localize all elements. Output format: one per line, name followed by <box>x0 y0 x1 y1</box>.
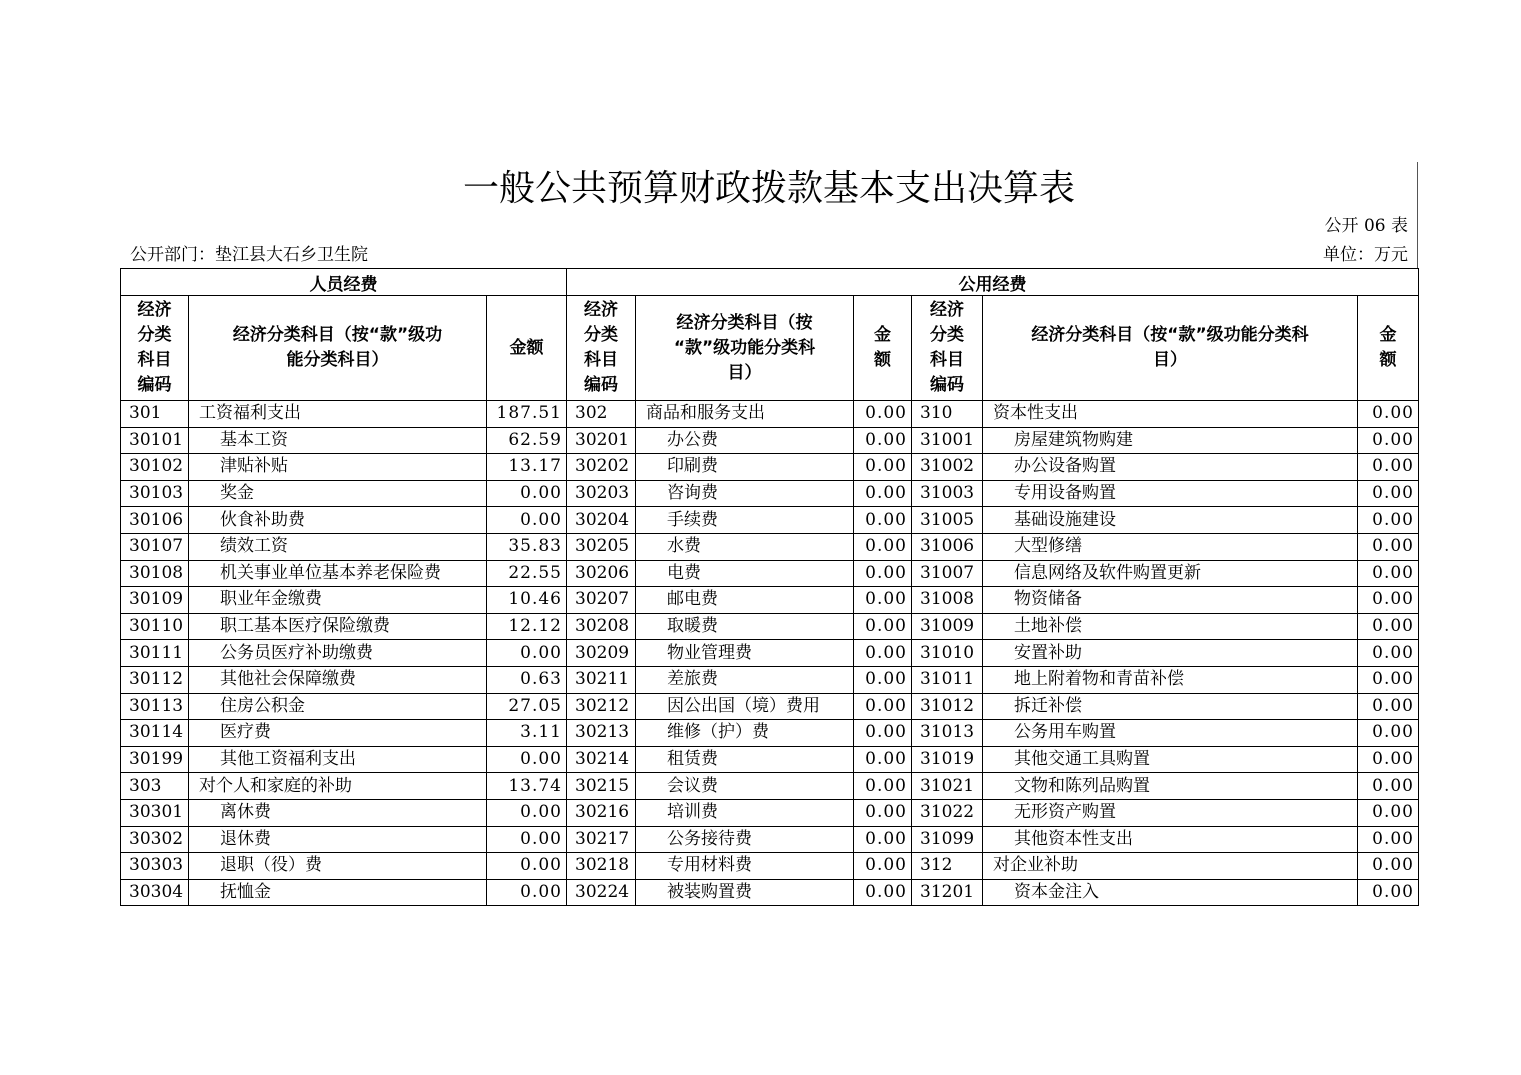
personnel-name-cell: 奖金 <box>189 480 487 507</box>
public-code-cell: 30214 <box>567 746 636 773</box>
table-row <box>121 826 1419 853</box>
personnel-amount-cell: 0.00 <box>487 853 567 880</box>
personnel-code-cell: 30199 <box>121 746 189 773</box>
personnel-name-cell: 退休费 <box>189 826 487 853</box>
table-row <box>121 666 1419 693</box>
col-amount-3: 金 额 <box>1358 296 1419 401</box>
public-amount-cell: 0.00 <box>854 533 912 560</box>
personnel-name-cell: 医疗费 <box>189 720 487 747</box>
public-amount-cell: 0.00 <box>854 454 912 481</box>
public-name-cell: 咨询费 <box>636 480 854 507</box>
public-code-cell: 30216 <box>567 799 636 826</box>
capital-name-cell: 地上附着物和青苗补偿 <box>983 666 1358 693</box>
capital-name-cell: 专用设备购置 <box>983 480 1358 507</box>
col-code-3: 经济 分类 科目 编码 <box>912 296 983 401</box>
table-row <box>121 746 1419 773</box>
capital-code-cell: 31009 <box>912 613 983 640</box>
personnel-amount-cell: 22.55 <box>487 560 567 587</box>
public-code-cell: 30212 <box>567 693 636 720</box>
public-amount-cell: 0.00 <box>854 879 912 906</box>
capital-amount-cell: 0.00 <box>1358 480 1419 507</box>
public-code-cell: 30213 <box>567 720 636 747</box>
capital-amount-cell: 0.00 <box>1358 826 1419 853</box>
personnel-code-cell: 30303 <box>121 853 189 880</box>
personnel-amount-cell: 0.00 <box>487 746 567 773</box>
group-personnel: 人员经费 <box>121 269 567 296</box>
personnel-code-cell: 30301 <box>121 799 189 826</box>
form-number: 公开 06 表 <box>1324 216 1408 236</box>
capital-code-cell: 31002 <box>912 454 983 481</box>
table-row <box>121 587 1419 614</box>
public-code-cell: 30211 <box>567 666 636 693</box>
unit-label: 单位：万元 <box>1323 245 1408 265</box>
table-row <box>121 427 1419 454</box>
public-amount-cell: 0.00 <box>854 587 912 614</box>
col-amount-2: 金 额 <box>854 296 912 401</box>
personnel-code-cell: 30107 <box>121 533 189 560</box>
public-amount-cell: 0.00 <box>854 427 912 454</box>
personnel-name-cell: 工资福利支出 <box>189 401 487 428</box>
table-row <box>121 693 1419 720</box>
personnel-name-cell: 公务员医疗补助缴费 <box>189 640 487 667</box>
personnel-amount-cell: 62.59 <box>487 427 567 454</box>
group-header-row <box>121 269 1419 296</box>
col-code-2: 经济 分类 科目 编码 <box>567 296 636 401</box>
col-amount-1: 金额 <box>487 296 567 401</box>
public-amount-cell: 0.00 <box>854 507 912 534</box>
capital-code-cell: 31201 <box>912 879 983 906</box>
personnel-name-cell: 住房公积金 <box>189 693 487 720</box>
public-code-cell: 30207 <box>567 587 636 614</box>
capital-code-cell: 31003 <box>912 480 983 507</box>
personnel-name-cell: 伙食补助费 <box>189 507 487 534</box>
capital-code-cell: 310 <box>912 401 983 428</box>
table-row <box>121 401 1419 428</box>
table-row <box>121 533 1419 560</box>
public-amount-cell: 0.00 <box>854 480 912 507</box>
personnel-code-cell: 30106 <box>121 507 189 534</box>
personnel-code-cell: 30110 <box>121 613 189 640</box>
expenditure-table <box>120 268 1419 906</box>
capital-amount-cell: 0.00 <box>1358 401 1419 428</box>
public-code-cell: 30201 <box>567 427 636 454</box>
personnel-code-cell: 30102 <box>121 454 189 481</box>
public-name-cell: 差旅费 <box>636 666 854 693</box>
personnel-name-cell: 机关事业单位基本养老保险费 <box>189 560 487 587</box>
public-amount-cell: 0.00 <box>854 799 912 826</box>
table-body <box>121 401 1419 906</box>
col-code-1: 经济 分类 科目 编码 <box>121 296 189 401</box>
capital-amount-cell: 0.00 <box>1358 746 1419 773</box>
public-amount-cell: 0.00 <box>854 720 912 747</box>
table-row <box>121 879 1419 906</box>
capital-code-cell: 31011 <box>912 666 983 693</box>
public-name-cell: 培训费 <box>636 799 854 826</box>
public-name-cell: 印刷费 <box>636 454 854 481</box>
capital-name-cell: 其他交通工具购置 <box>983 746 1358 773</box>
personnel-amount-cell: 0.00 <box>487 507 567 534</box>
capital-amount-cell: 0.00 <box>1358 720 1419 747</box>
capital-amount-cell: 0.00 <box>1358 613 1419 640</box>
public-name-cell: 被装购置费 <box>636 879 854 906</box>
capital-amount-cell: 0.00 <box>1358 533 1419 560</box>
personnel-code-cell: 301 <box>121 401 189 428</box>
table-row <box>121 613 1419 640</box>
personnel-code-cell: 30302 <box>121 826 189 853</box>
capital-name-cell: 对企业补助 <box>983 853 1358 880</box>
capital-name-cell: 物资储备 <box>983 587 1358 614</box>
col-name-3: 经济分类科目（按“款”级功能分类科 目） <box>983 296 1358 401</box>
personnel-amount-cell: 187.51 <box>487 401 567 428</box>
personnel-name-cell: 对个人和家庭的补助 <box>189 773 487 800</box>
capital-amount-cell: 0.00 <box>1358 693 1419 720</box>
personnel-amount-cell: 0.00 <box>487 799 567 826</box>
capital-code-cell: 31013 <box>912 720 983 747</box>
capital-name-cell: 安置补助 <box>983 640 1358 667</box>
public-name-cell: 因公出国（境）费用 <box>636 693 854 720</box>
personnel-amount-cell: 13.74 <box>487 773 567 800</box>
group-public: 公用经费 <box>567 269 1419 296</box>
capital-name-cell: 土地补偿 <box>983 613 1358 640</box>
personnel-amount-cell: 0.00 <box>487 879 567 906</box>
capital-name-cell: 信息网络及软件购置更新 <box>983 560 1358 587</box>
capital-amount-cell: 0.00 <box>1358 773 1419 800</box>
personnel-name-cell: 绩效工资 <box>189 533 487 560</box>
capital-code-cell: 31001 <box>912 427 983 454</box>
personnel-name-cell: 职业年金缴费 <box>189 587 487 614</box>
public-amount-cell: 0.00 <box>854 640 912 667</box>
personnel-amount-cell: 3.11 <box>487 720 567 747</box>
capital-name-cell: 大型修缮 <box>983 533 1358 560</box>
table-row <box>121 454 1419 481</box>
capital-code-cell: 31019 <box>912 746 983 773</box>
personnel-code-cell: 30103 <box>121 480 189 507</box>
personnel-code-cell: 30101 <box>121 427 189 454</box>
table-row <box>121 480 1419 507</box>
public-code-cell: 30224 <box>567 879 636 906</box>
capital-name-cell: 房屋建筑物购建 <box>983 427 1358 454</box>
capital-code-cell: 31006 <box>912 533 983 560</box>
public-name-cell: 商品和服务支出 <box>636 401 854 428</box>
personnel-code-cell: 30109 <box>121 587 189 614</box>
capital-amount-cell: 0.00 <box>1358 640 1419 667</box>
personnel-code-cell: 30304 <box>121 879 189 906</box>
public-amount-cell: 0.00 <box>854 613 912 640</box>
public-name-cell: 办公费 <box>636 427 854 454</box>
capital-amount-cell: 0.00 <box>1358 560 1419 587</box>
public-name-cell: 公务接待费 <box>636 826 854 853</box>
public-name-cell: 电费 <box>636 560 854 587</box>
personnel-name-cell: 退职（役）费 <box>189 853 487 880</box>
public-name-cell: 手续费 <box>636 507 854 534</box>
personnel-amount-cell: 12.12 <box>487 613 567 640</box>
personnel-code-cell: 30114 <box>121 720 189 747</box>
personnel-name-cell: 离休费 <box>189 799 487 826</box>
personnel-name-cell: 职工基本医疗保险缴费 <box>189 613 487 640</box>
personnel-amount-cell: 10.46 <box>487 587 567 614</box>
col-name-1: 经济分类科目（按“款”级功 能分类科目） <box>189 296 487 401</box>
personnel-code-cell: 30108 <box>121 560 189 587</box>
table-row <box>121 799 1419 826</box>
capital-code-cell: 31022 <box>912 799 983 826</box>
public-code-cell: 30217 <box>567 826 636 853</box>
public-code-cell: 30215 <box>567 773 636 800</box>
personnel-name-cell: 津贴补贴 <box>189 454 487 481</box>
personnel-amount-cell: 0.63 <box>487 666 567 693</box>
capital-name-cell: 无形资产购置 <box>983 799 1358 826</box>
personnel-amount-cell: 27.05 <box>487 693 567 720</box>
personnel-code-cell: 303 <box>121 773 189 800</box>
page-title: 一般公共预算财政拨款基本支出决算表 <box>462 168 1075 209</box>
personnel-amount-cell: 0.00 <box>487 480 567 507</box>
public-amount-cell: 0.00 <box>854 853 912 880</box>
capital-code-cell: 31007 <box>912 560 983 587</box>
public-amount-cell: 0.00 <box>854 693 912 720</box>
capital-code-cell: 312 <box>912 853 983 880</box>
public-amount-cell: 0.00 <box>854 773 912 800</box>
capital-amount-cell: 0.00 <box>1358 879 1419 906</box>
personnel-code-cell: 30112 <box>121 666 189 693</box>
public-code-cell: 30209 <box>567 640 636 667</box>
public-amount-cell: 0.00 <box>854 401 912 428</box>
capital-name-cell: 文物和陈列品购置 <box>983 773 1358 800</box>
capital-code-cell: 31005 <box>912 507 983 534</box>
personnel-code-cell: 30111 <box>121 640 189 667</box>
department-label: 公开部门：垫江县大石乡卫生院 <box>130 245 368 265</box>
capital-name-cell: 办公设备购置 <box>983 454 1358 481</box>
public-code-cell: 30204 <box>567 507 636 534</box>
public-code-cell: 30206 <box>567 560 636 587</box>
capital-amount-cell: 0.00 <box>1358 427 1419 454</box>
personnel-name-cell: 其他工资福利支出 <box>189 746 487 773</box>
capital-name-cell: 基础设施建设 <box>983 507 1358 534</box>
capital-code-cell: 31099 <box>912 826 983 853</box>
capital-code-cell: 31008 <box>912 587 983 614</box>
personnel-amount-cell: 35.83 <box>487 533 567 560</box>
public-name-cell: 会议费 <box>636 773 854 800</box>
personnel-amount-cell: 0.00 <box>487 826 567 853</box>
public-code-cell: 30203 <box>567 480 636 507</box>
col-name-2: 经济分类科目（按 “款”级功能分类科 目） <box>636 296 854 401</box>
public-code-cell: 30208 <box>567 613 636 640</box>
capital-amount-cell: 0.00 <box>1358 666 1419 693</box>
capital-code-cell: 31012 <box>912 693 983 720</box>
personnel-name-cell: 其他社会保障缴费 <box>189 666 487 693</box>
personnel-name-cell: 抚恤金 <box>189 879 487 906</box>
capital-amount-cell: 0.00 <box>1358 587 1419 614</box>
public-name-cell: 取暖费 <box>636 613 854 640</box>
capital-amount-cell: 0.00 <box>1358 454 1419 481</box>
personnel-name-cell: 基本工资 <box>189 427 487 454</box>
capital-name-cell: 其他资本性支出 <box>983 826 1358 853</box>
public-amount-cell: 0.00 <box>854 826 912 853</box>
column-header-row <box>121 296 1419 401</box>
public-name-cell: 维修（护）费 <box>636 720 854 747</box>
table-row <box>121 560 1419 587</box>
table-row <box>121 640 1419 667</box>
capital-name-cell: 公务用车购置 <box>983 720 1358 747</box>
public-name-cell: 专用材料费 <box>636 853 854 880</box>
capital-code-cell: 31021 <box>912 773 983 800</box>
personnel-amount-cell: 0.00 <box>487 640 567 667</box>
table-row <box>121 720 1419 747</box>
public-amount-cell: 0.00 <box>854 666 912 693</box>
public-code-cell: 30202 <box>567 454 636 481</box>
capital-amount-cell: 0.00 <box>1358 799 1419 826</box>
public-name-cell: 物业管理费 <box>636 640 854 667</box>
capital-amount-cell: 0.00 <box>1358 853 1419 880</box>
capital-amount-cell: 0.00 <box>1358 507 1419 534</box>
public-code-cell: 30218 <box>567 853 636 880</box>
public-amount-cell: 0.00 <box>854 560 912 587</box>
table-row <box>121 853 1419 880</box>
public-name-cell: 邮电费 <box>636 587 854 614</box>
table-row <box>121 773 1419 800</box>
public-code-cell: 30205 <box>567 533 636 560</box>
capital-name-cell: 拆迁补偿 <box>983 693 1358 720</box>
capital-name-cell: 资本金注入 <box>983 879 1358 906</box>
capital-code-cell: 31010 <box>912 640 983 667</box>
personnel-amount-cell: 13.17 <box>487 454 567 481</box>
public-amount-cell: 0.00 <box>854 746 912 773</box>
public-name-cell: 水费 <box>636 533 854 560</box>
capital-name-cell: 资本性支出 <box>983 401 1358 428</box>
public-code-cell: 302 <box>567 401 636 428</box>
public-name-cell: 租赁费 <box>636 746 854 773</box>
personnel-code-cell: 30113 <box>121 693 189 720</box>
table-row <box>121 507 1419 534</box>
